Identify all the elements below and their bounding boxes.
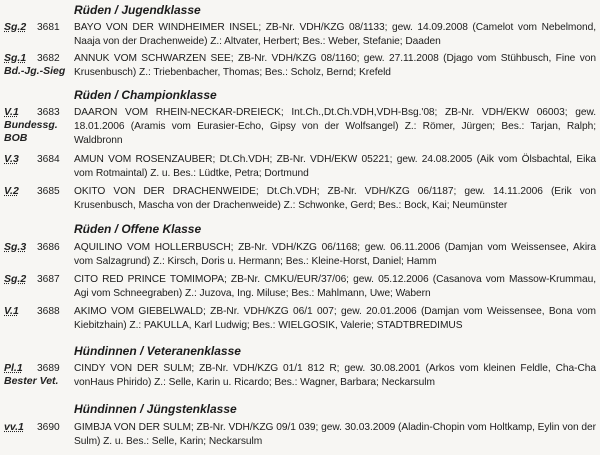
section-heading: Hündinnen / Veteranenklasse bbox=[74, 344, 241, 358]
grade-line: vv.1 bbox=[4, 421, 24, 433]
grade-line: V.2 bbox=[4, 185, 19, 197]
catalog-number: 3686 bbox=[37, 242, 60, 253]
entry-text: AQUILINO VOM HOLLERBUSCH; ZB-Nr. VDH/KZG 06/1168; gew. 06.11.2006 (Damjan vom Weissensee, Akira vom Salzagrund) Z.: Kirsch, Doris u. Hermann; Bes.: Kleine-Horst, Daniel; Hamm bbox=[74, 242, 596, 267]
entry-text: CITO RED PRINCE TOMIMOPA; ZB-Nr. CMKU/EUR/37/06; gew. 05.12.2006 (Casanova vom Massow-Krummau, Agi vom Schneegraben) Z.: Juzova, Ing. Miluse; Bes.: Mahlmann, Uwe; Wabern bbox=[74, 274, 596, 299]
section-heading: Rüden / Jugendklasse bbox=[74, 3, 201, 17]
entry-text: ANNUK VOM SCHWARZEN SEE; ZB-Nr. VDH/KZG 08/1160; gew. 27.11.2008 (Djago vom Stühbusch, Fine von Krusenbusch) Z.: Triebenbacher, Thomas; Bes.: Scholz, Bernd; Krefeld bbox=[74, 53, 596, 78]
catalog-number: 3682 bbox=[37, 53, 60, 64]
catalog-number: 3684 bbox=[37, 154, 60, 165]
section-heading: Hündinnen / Jüngstenklasse bbox=[74, 402, 237, 416]
entry-text: OKITO VON DER DRACHENWEIDE; Dt.Ch.VDH; ZB-Nr. VDH/KZG 06/1187; gew. 14.11.2006 (Erik von Krusenbusch, Mascha von der Drachenweide) Z.: Schwonke, Gerd; Bes.: Bock, Kai; Neumünster bbox=[74, 186, 596, 211]
grade-line: BOB bbox=[4, 132, 28, 144]
grade-line: V.1 bbox=[4, 106, 19, 118]
entry-text: DAARON VOM RHEIN-NECKAR-DREIECK; Int.Ch.,Dt.Ch.VDH,VDH-Bsg.'08; ZB-Nr. VDH/EKW 06003; gew. 18.01.2006 (Aramis vom Eurasier-Echo, Gipsy von der Wolfsangel) Z.: Römer, Jürgen; Bes.: Tarjan, Ralph; Waldbronn bbox=[74, 107, 596, 146]
entry-text: BAYO VON DER WINDHEIMER INSEL; ZB-Nr. VDH/KZG 08/1133; gew. 14.09.2008 (Camelot vom Nebelmond, Naaja von der Drachenweide) Z.: Altvater, Herbert; Bes.: Weber, Stefanie; Daaden bbox=[74, 22, 596, 47]
catalog-number: 3690 bbox=[37, 422, 60, 433]
grade-line: V.3 bbox=[4, 153, 19, 165]
grade-line: Sg.3 bbox=[4, 241, 27, 253]
catalog-number: 3688 bbox=[37, 306, 60, 317]
grade-line: Bd.-Jg.-Sieg bbox=[4, 65, 66, 77]
grade-line: Sg.1 bbox=[4, 52, 27, 64]
catalog-number: 3681 bbox=[37, 22, 60, 33]
grade-line: Bester Vet. bbox=[4, 375, 59, 387]
catalog-number: 3687 bbox=[37, 274, 60, 285]
catalog-number: 3685 bbox=[37, 186, 60, 197]
entry-text: AKIMO VOM GIEBELWALD; ZB-Nr. VDH/KZG 06/1 007; gew. 20.01.2006 (Damjan vom Weissensee, Bona vom Kiebitzhain) Z.: PAKULLA, Karl Ludwig; Bes.: WIELGOSIK, Valerie; STADTBREDIMUS bbox=[74, 306, 596, 331]
section-heading: Rüden / Offene Klasse bbox=[74, 222, 202, 236]
catalog-number: 3689 bbox=[37, 363, 60, 374]
grade-line: Sg.2 bbox=[4, 273, 27, 285]
entry-text: AMUN VOM ROSENZAUBER; Dt.Ch.VDH; ZB-Nr. VDH/EKW 05221; gew. 24.08.2005 (Aik vom Ölsbachtal, Eika vom Rotmaintal) Z. u. Bes.: Lüdtke, Petra; Dortmund bbox=[74, 154, 596, 179]
grade-line: V.1 bbox=[4, 305, 19, 317]
grade-line: Pl.1 bbox=[4, 362, 23, 374]
catalog-number: 3683 bbox=[37, 107, 60, 118]
grade-line: Sg.2 bbox=[4, 21, 27, 33]
entry-text: GIMBJA VON DER SULM; ZB-Nr. VDH/KZG 09/1 039; gew. 30.03.2009 (Aladin-Chopin vom Holtkamp, Eylin von der Sulm) Z. u. Bes.: Selle, Karin; Neckarsulm bbox=[74, 422, 596, 447]
grade-line: Bundessg. bbox=[4, 119, 58, 131]
section-heading: Rüden / Championklasse bbox=[74, 88, 217, 102]
entry-text: CINDY VON DER SULM; ZB-Nr. VDH/KZG 01/1 812 R; gew. 30.08.2001 (Arkos vom kleinen Feldle, Cha-Cha vonHaus Phirido) Z.: Selle, Karin u. Ricardo; Bes.: Wagner, Barbara; Neckarsulm bbox=[74, 363, 596, 388]
